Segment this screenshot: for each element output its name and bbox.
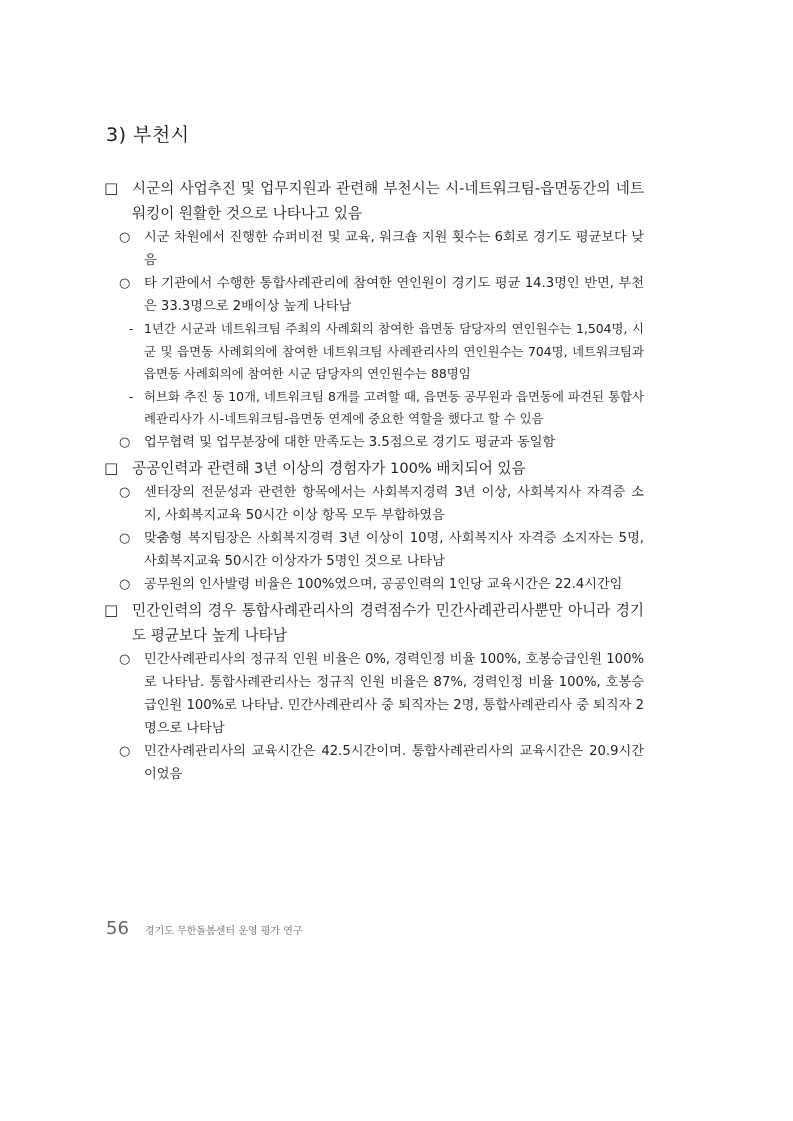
item-text: 민간사례관리사의 정규직 인원 비율은 0%, 경력인정 비율 100%, 호봉승급인원 100%로 나타남. 통합사례관리사는 정규직 인원 비율은 87%, 경력인정 비율 100%, 호봉승급인원 100%로 나타남. 민간사례관리사 중 퇴직자는 2명, 통합사례관리사 중 퇴직자 2명으로 나타남: [144, 651, 644, 736]
circle-bullet-icon: ○: [119, 276, 131, 291]
list-item: [104, 527, 644, 573]
list-item: [104, 431, 644, 454]
list-item: [104, 272, 644, 318]
circle-bullet-icon: ○: [119, 743, 131, 759]
circle-bullet-icon: ○: [119, 484, 131, 500]
circle-bullet-icon: ○: [119, 434, 131, 450]
square-bullet-icon: □: [104, 600, 119, 619]
circle-bullet-icon: ○: [119, 651, 131, 667]
item-text: 맞춤형 복지팀장은 사회복지경력 3년 이상이 10명, 사회복지사 자격증 소지자는 5명, 사회복지교육 50시간 이상자가 5명인 것으로 나타남: [144, 530, 644, 569]
section-title: 3) 부천시: [106, 124, 190, 146]
page-footer: [106, 918, 303, 939]
footer-title: 경기도 무한돌봄센터 운영 평가 연구: [144, 926, 303, 937]
content-body: [104, 174, 644, 786]
item-text: 1년간 시군과 네트워크팀 주최의 사례회의 참여한 읍면동 담당자의 연인원수는 1,504명, 시군 및 읍면동 사례회의에 참여한 네트워크팀 사례관리사의 연인원수는 704명, 네트워크팀과 읍면동 사례회의에 참여한 시군 담당자의 연인원수는 88명임: [144, 321, 644, 381]
list-item: [104, 456, 644, 481]
dash-bullet-icon: -: [129, 389, 134, 404]
list-item: [104, 648, 644, 740]
circle-bullet-icon: ○: [119, 576, 131, 592]
item-text: 허브화 추진 동 10개, 네트워크팀 8개를 고려할 때, 읍면동 공무원과 읍면동에 파견된 통합사례관리사가 시-네트워크팀-읍면동 연계에 중요한 역할을 했다고 할 수 있음: [144, 388, 644, 426]
list-item: [104, 176, 644, 226]
item-text: 시군의 사업추진 및 업무지원과 관련해 부천시는 시-네트워크팀-읍면동간의 네트워킹이 원활한 것으로 나타나고 있음: [132, 180, 644, 222]
list-item: [104, 318, 644, 386]
circle-bullet-icon: ○: [119, 530, 131, 546]
list-item: [104, 573, 644, 596]
item-text: 타 기관에서 수행한 통합사례관리에 참여한 연인원이 경기도 평균 14.3명인 반면, 부천은 33.3명으로 2배이상 높게 나타남: [144, 276, 644, 314]
item-text: 센터장의 전문성과 관련한 항목에서는 사회복지경력 3년 이상, 사회복지사 자격증 소지, 사회복지교육 50시간 이상 항목 모두 부합하였음: [144, 484, 644, 523]
dash-bullet-icon: -: [129, 322, 134, 336]
list-item: [104, 740, 644, 786]
list-item: [104, 598, 644, 648]
item-text: 민간사례관리사의 교육시간은 42.5시간이며. 통합사례관리사의 교육시간은 20.9시간이었음: [144, 743, 644, 782]
item-text: 공무원의 인사발령 비율은 100%였으며, 공공인력의 1인당 교육시간은 22.4시간임: [144, 576, 623, 592]
item-text: 민간인력의 경우 통합사례관리사의 경력점수가 민간사례관리사뿐만 아니라 경기도 평균보다 높게 나타남: [132, 601, 644, 644]
page-number: 56: [106, 918, 129, 939]
list-item: [104, 226, 644, 272]
item-text: 업무협력 및 업무분장에 대한 만족도는 3.5점으로 경기도 평균과 동일함: [144, 434, 556, 450]
square-bullet-icon: □: [104, 458, 119, 477]
square-bullet-icon: □: [104, 179, 119, 197]
circle-bullet-icon: ○: [119, 230, 131, 245]
item-text: 공공인력과 관련해 3년 이상의 경험자가 100% 배치되어 있음: [132, 459, 526, 477]
item-text: 시군 차원에서 진행한 슈퍼비전 및 교육, 워크숍 지원 횟수는 6회로 경기도 평균보다 낮음: [144, 230, 644, 268]
list-item: [104, 481, 644, 527]
list-item: [104, 386, 644, 431]
